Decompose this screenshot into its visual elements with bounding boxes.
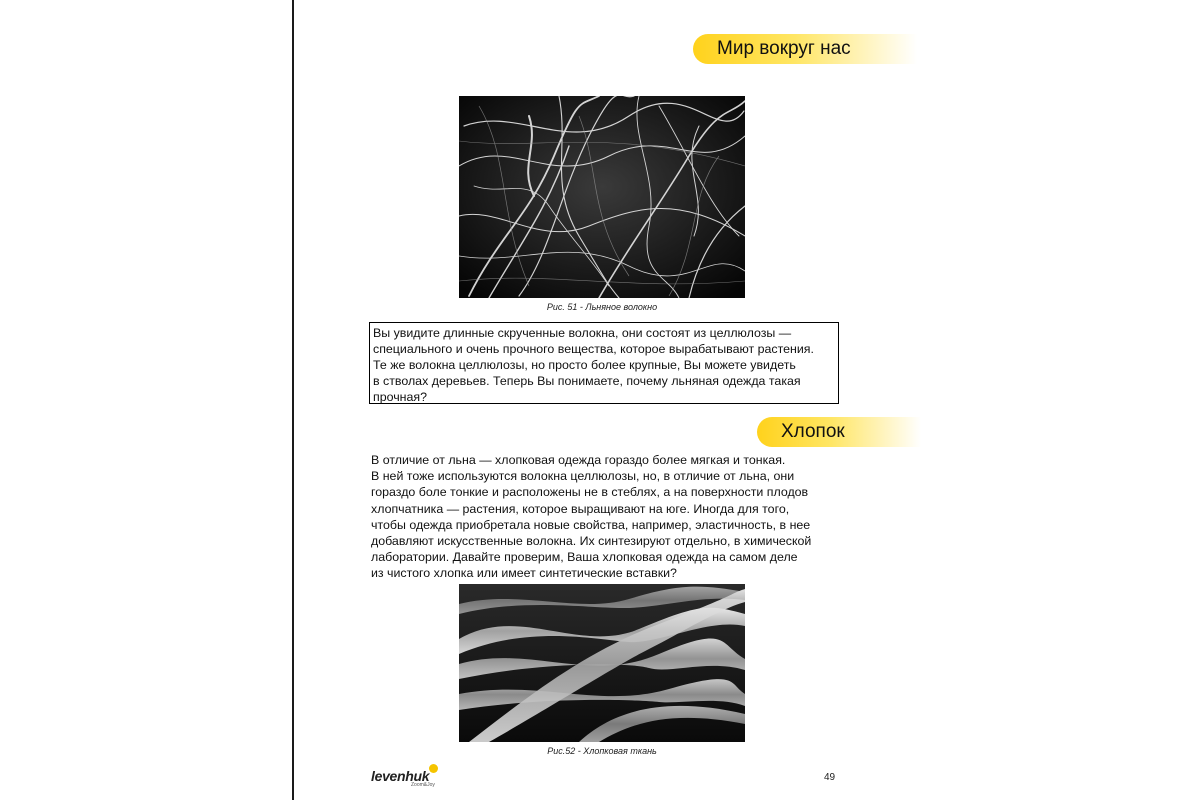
flax-fiber-image	[459, 96, 745, 298]
flax-figure-caption: Рис. 51 - Льняное волокно	[546, 302, 658, 312]
callout-line: специального и очень прочного вещества, которое вырабатывают растения.	[373, 342, 814, 356]
logo-tagline: Zoom&Joy	[411, 782, 435, 788]
callout-line: прочная?	[373, 390, 428, 404]
paragraph-line: из чистого хлопка или имеет синтетические вставки?	[371, 566, 677, 581]
callout-line: в стволах деревьев. Теперь Вы понимаете, почему льняная одежда такая	[373, 374, 801, 388]
paragraph-line: В ней тоже используются волокна целлюлозы, но, в отличие от льна, они	[371, 469, 795, 484]
logo-wordmark: levenhuk	[371, 768, 430, 784]
page-edge-line	[292, 0, 294, 800]
section-banner-top	[693, 34, 917, 64]
callout-box	[369, 322, 839, 404]
cotton-fiber-image	[459, 584, 745, 742]
levenhuk-logo	[371, 768, 461, 794]
section-title: Мир вокруг нас	[717, 38, 851, 59]
callout-line: Те же волокна целлюлозы, но просто более крупные, Вы можете увидеть	[373, 358, 796, 372]
paragraph-line: лаборатории. Давайте проверим, Ваша хлопковая одежда на самом деле	[371, 550, 798, 565]
paragraph-line: хлопчатника — растения, которое выращивают на юге. Иногда для того,	[371, 501, 790, 516]
paragraph-line: гораздо боле тонкие и расположены не в стеблях, а на поверхности плодов	[371, 485, 809, 500]
logo-dot-icon	[429, 764, 438, 773]
paragraph-line: чтобы одежда приобретала новые свойства, например, эластичность, в нее	[371, 517, 811, 532]
page-number: 49	[824, 772, 836, 783]
cotton-figure-caption: Рис.52 - Хлопковая ткань	[547, 746, 657, 756]
cotton-paragraph	[371, 452, 846, 582]
callout-line: Вы увидите длинные скрученные волокна, они состоят из целлюлозы —	[373, 326, 792, 340]
cotton-section-title: Хлопок	[781, 421, 845, 442]
section-banner-cotton	[757, 417, 921, 447]
paragraph-line: добавляют искусственные волокна. Их синтезируют отдельно, в химической	[371, 534, 812, 549]
paragraph-line: В отличие от льна — хлопковая одежда гораздо более мягкая и тонкая.	[371, 453, 786, 467]
